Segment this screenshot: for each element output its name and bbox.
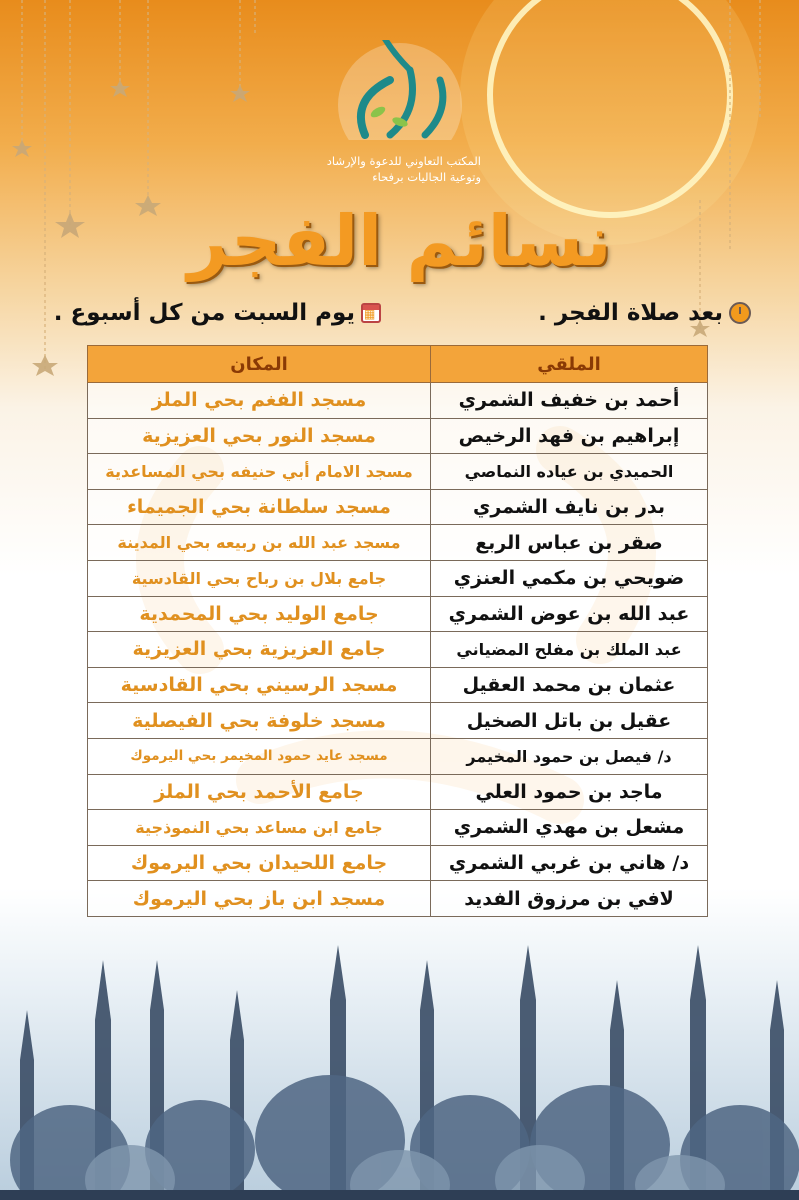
speaker-cell: ماجد بن حمود العلي <box>431 774 708 810</box>
place-cell: مسجد الفغم بحي الملز <box>88 383 431 419</box>
speaker-cell: د/ هاني بن غربي الشمري <box>431 845 708 881</box>
speaker-cell: أحمد بن خفيف الشمري <box>431 383 708 419</box>
table-row <box>88 454 708 490</box>
table-row <box>88 703 708 739</box>
speaker-cell: ضويحي بن مكمي العنزي <box>431 560 708 596</box>
org-name-line1: المكتب التعاوني للدعوة والإرشاد <box>326 154 481 168</box>
speaker-cell: صقر بن عباس الربع <box>431 525 708 561</box>
header-speaker: الملقي <box>431 346 708 383</box>
header-place: المكان <box>88 346 431 383</box>
table-row <box>88 667 708 703</box>
speaker-cell: الحميدي بن عياده النماصي <box>431 454 708 490</box>
speaker-cell: مشعل بن مهدي الشمري <box>431 810 708 846</box>
table-row <box>88 489 708 525</box>
speaker-cell: د/ فيصل بن حمود المخيمر <box>431 738 708 774</box>
table-row <box>88 596 708 632</box>
place-cell: مسجد الامام أبي حنيفه بحي المساعدية <box>88 454 431 490</box>
org-name-line2: وتوعية الجاليات برفحاء <box>372 170 481 184</box>
table-row <box>88 383 708 419</box>
speaker-cell: بدر بن نايف الشمري <box>431 489 708 525</box>
speaker-cell: عقيل بن باتل الصخيل <box>431 703 708 739</box>
place-cell: مسجد خلوفة بحي الفيصلية <box>88 703 431 739</box>
time-text: بعد صلاة الفجر . <box>538 300 723 326</box>
table-row <box>88 810 708 846</box>
day-text: يوم السبت من كل أسبوع . <box>53 300 355 326</box>
table-row <box>88 845 708 881</box>
place-cell: مسجد النور بحي العزيزية <box>88 418 431 454</box>
table-row <box>88 525 708 561</box>
logo-icon <box>330 40 470 140</box>
table-row <box>88 881 708 917</box>
schedule-table <box>87 345 708 917</box>
speaker-cell: عبد الملك بن مفلح المضياني <box>431 632 708 668</box>
speaker-cell: إبراهيم بن فهد الرخيص <box>431 418 708 454</box>
place-cell: جامع الوليد بحي المحمدية <box>88 596 431 632</box>
place-cell: مسجد الرسيني بحي القادسية <box>88 667 431 703</box>
speaker-cell: لافي بن مرزوق الفديد <box>431 881 708 917</box>
place-cell: مسجد عايد حمود المخيمر بحي اليرموك <box>88 738 431 774</box>
table-row <box>88 738 708 774</box>
time-info <box>538 300 751 326</box>
day-info <box>54 300 381 326</box>
table-row <box>88 632 708 668</box>
place-cell: مسجد سلطانة بحي الجميماء <box>88 489 431 525</box>
speaker-cell: عثمان بن محمد العقيل <box>431 667 708 703</box>
clock-icon <box>729 302 751 324</box>
place-cell: جامع العزيزية بحي العزيزية <box>88 632 431 668</box>
table-row <box>88 418 708 454</box>
page-title: نسائم الفجر <box>187 200 612 282</box>
table-row <box>88 774 708 810</box>
place-cell: مسجد عبد الله بن ربيعه بحي المدينة <box>88 525 431 561</box>
speaker-cell: عبد الله بن عوض الشمري <box>431 596 708 632</box>
calendar-icon <box>361 303 381 323</box>
place-cell: جامع ابن مساعد بحي النموذجية <box>88 810 431 846</box>
place-cell: جامع اللحيدان بحي اليرموك <box>88 845 431 881</box>
table-row <box>88 560 708 596</box>
place-cell: جامع الأحمد بحي الملز <box>88 774 431 810</box>
place-cell: جامع بلال بن رباح بحي القادسية <box>88 560 431 596</box>
place-cell: مسجد ابن باز بحي اليرموك <box>88 881 431 917</box>
